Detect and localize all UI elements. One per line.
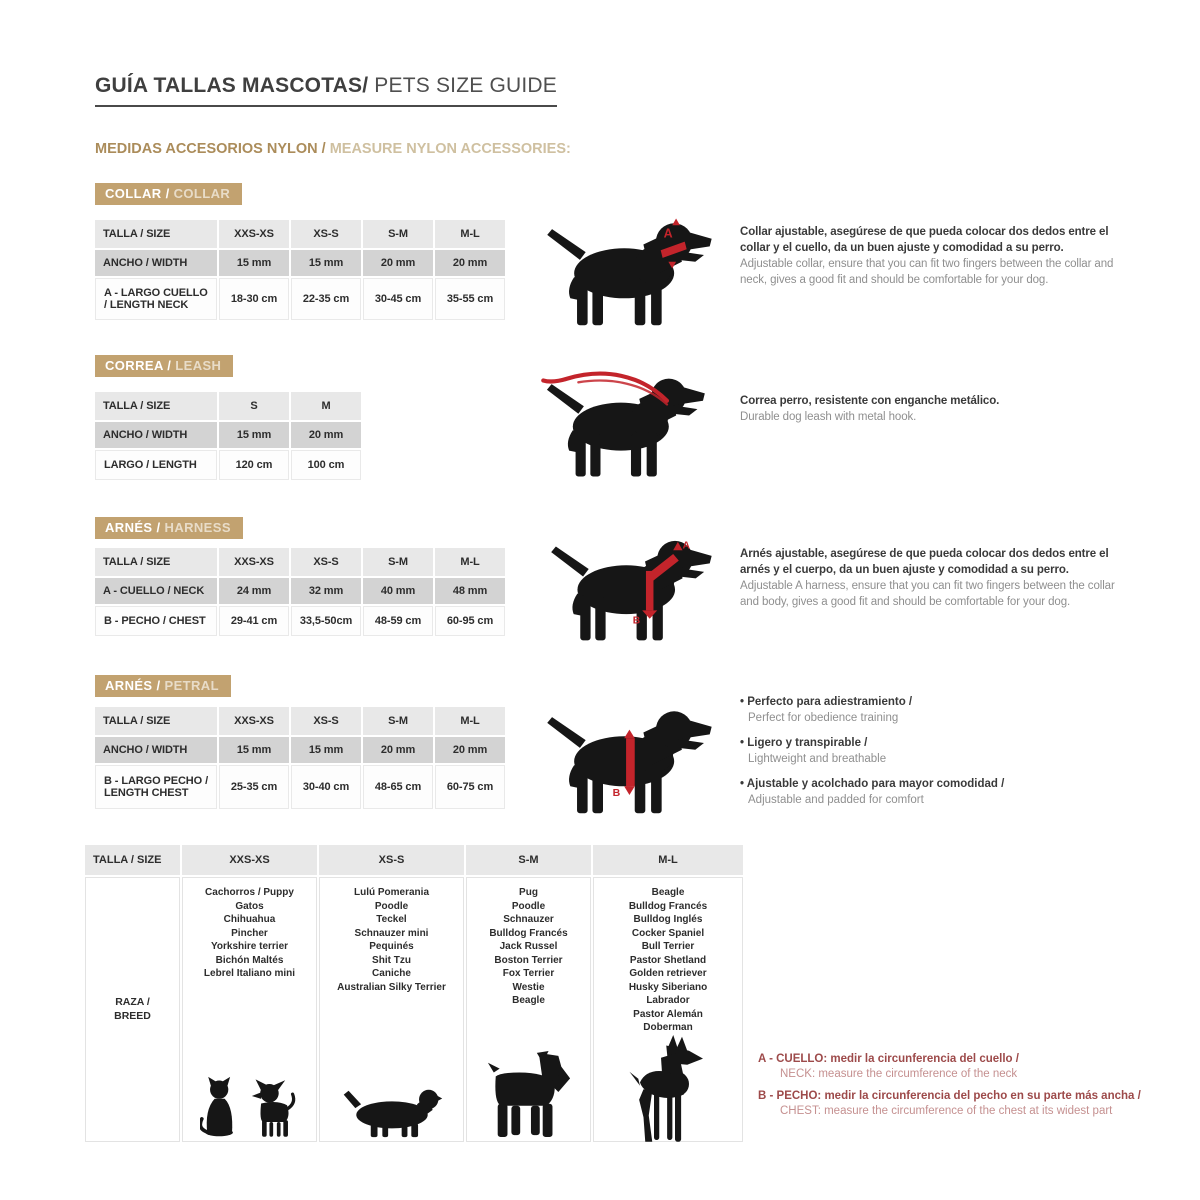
petral-badge-en: PETRAL	[164, 678, 219, 693]
table-cell: 48 mm	[435, 578, 505, 604]
leash-badge-en: LEASH	[175, 358, 222, 373]
page-subtitle	[95, 141, 571, 157]
note-a-en: NECK: measure the circumference of the neck	[780, 1068, 1018, 1080]
breed-item: Schnauzer mini	[354, 927, 429, 939]
harness-size-table	[95, 548, 505, 636]
breed-item: Pastor Shetland	[629, 954, 707, 966]
breed-cell-xxs-xs	[182, 877, 317, 1142]
table-cell: 35-55 cm	[435, 278, 505, 320]
table-header-cell: XS-S	[291, 548, 361, 576]
note-b-es: B - PECHO: medir la circunferencia del pecho en su parte más ancha /	[758, 1090, 1141, 1102]
table-row-label: A - CUELLO / NECK	[95, 578, 217, 604]
breed-item: Pastor Alemán	[633, 1008, 703, 1020]
table-cell: 30-40 cm	[291, 765, 361, 809]
table-header-cell: M-L	[435, 220, 505, 248]
breed-item: Gatos	[235, 900, 264, 912]
table-cell: 29-41 cm	[219, 606, 289, 636]
leash-description-en: Durable dog leash with metal hook.	[740, 411, 917, 423]
breed-item: Lulú Pomerania	[353, 887, 429, 898]
leash-description	[740, 393, 1135, 425]
table-cell: 100 cm	[291, 450, 361, 480]
table-cell: 60-95 cm	[435, 606, 505, 636]
note-b-en: CHEST: measure the circumference of the chest at its widest part	[780, 1105, 1113, 1117]
harness-badge-es: ARNÉS /	[105, 520, 161, 535]
breed-item: Jack Russel	[499, 941, 558, 952]
breed-list	[489, 886, 567, 1008]
breed-header-cell: XS-S	[319, 845, 464, 875]
leash-section-badge	[95, 355, 233, 377]
leash-badge-es: CORREA /	[105, 358, 172, 373]
note-a-es: A - CUELLO: medir la circunferencia del cuello /	[758, 1053, 1019, 1065]
breed-item: Pug	[519, 887, 538, 898]
schnauzer-silhouette-icon	[485, 1049, 573, 1139]
table-cell: 22-35 cm	[291, 278, 361, 320]
breed-item: Fox Terrier	[502, 968, 555, 979]
breed-item: Chihuahua	[223, 914, 276, 925]
breed-item: Boston Terrier	[494, 954, 563, 966]
table-cell: 40 mm	[363, 578, 433, 604]
page-subtitle-es: MEDIDAS ACCESORIOS NYLON /	[95, 141, 326, 157]
dog-silhouette-leash	[522, 362, 727, 482]
table-cell: 18-30 cm	[219, 278, 289, 320]
collar-size-table	[95, 220, 505, 320]
collar-description-en: Adjustable collar, ensure that you can fit two fingers between the collar and neck, gives a good fit and should be comfortable for your dog.	[740, 258, 1114, 286]
table-header-cell: XXS-XS	[219, 548, 289, 576]
breed-row-label-text: RAZA / BREED	[114, 996, 151, 1022]
harness-badge-en: HARNESS	[164, 520, 231, 535]
table-cell: 25-35 cm	[219, 765, 289, 809]
table-row-label: B - LARGO PECHO / LENGTH CHEST	[95, 765, 217, 809]
petral-bullet-es: • Ajustable y acolchado para mayor comodidad /	[740, 776, 1140, 792]
petral-feature-list	[740, 694, 1140, 817]
leash-size-table	[95, 392, 361, 480]
petral-section-badge	[95, 675, 231, 697]
table-row-label: B - PECHO / CHEST	[95, 606, 217, 636]
collar-section-badge	[95, 183, 242, 205]
breed-item: Westie	[512, 981, 545, 993]
breed-header-cell: XXS-XS	[182, 845, 317, 875]
table-header-cell: S-M	[363, 548, 433, 576]
table-row-label: ANCHO / WIDTH	[95, 250, 217, 276]
breed-item: Bulldog Francés	[489, 927, 568, 939]
petral-marker-b-label: B	[612, 786, 621, 799]
breed-item: Pequinés	[369, 941, 414, 952]
breed-list	[204, 886, 295, 981]
table-row-label: A - LARGO CUELLO / LENGTH NECK	[95, 278, 217, 320]
table-cell: 60-75 cm	[435, 765, 505, 809]
table-row-label: LARGO / LENGTH	[95, 450, 217, 480]
table-header-cell: TALLA / SIZE	[95, 220, 217, 248]
breed-cell-m-l	[593, 877, 743, 1142]
table-cell: 15 mm	[291, 737, 361, 763]
page-title	[95, 74, 557, 107]
table-header-cell: XS-S	[291, 220, 361, 248]
collar-dog-illustration	[528, 206, 728, 331]
collar-badge-es: COLLAR /	[105, 186, 170, 201]
table-cell: 20 mm	[291, 422, 361, 448]
harness-marker-a-label: A	[682, 540, 691, 552]
page-subtitle-en: MEASURE NYLON ACCESSORIES:	[329, 141, 571, 157]
breed-silhouettes	[340, 1083, 444, 1139]
breed-list	[629, 886, 707, 1035]
breed-item: Doberman	[643, 1022, 693, 1033]
breed-item: Poodle	[511, 900, 546, 912]
breed-header-cell: TALLA / SIZE	[85, 845, 180, 875]
dog-silhouette-petral	[528, 694, 728, 819]
table-cell: 15 mm	[219, 250, 289, 276]
table-header-cell: TALLA / SIZE	[95, 707, 217, 735]
breed-item: Poodle	[374, 900, 409, 912]
table-header-cell: XS-S	[291, 707, 361, 735]
petral-size-table	[95, 707, 505, 809]
collar-description	[740, 224, 1135, 288]
harness-section-badge	[95, 517, 243, 539]
harness-dog-illustration	[530, 524, 730, 646]
breed-list	[337, 886, 446, 994]
table-cell: 20 mm	[363, 250, 433, 276]
breed-header-cell: S-M	[466, 845, 591, 875]
table-cell: 48-65 cm	[363, 765, 433, 809]
leash-description-es: Correa perro, resistente con enganche metálico.	[740, 395, 1000, 407]
table-cell: 30-45 cm	[363, 278, 433, 320]
breed-silhouettes	[485, 1049, 573, 1139]
breed-item: Husky Siberiano	[628, 981, 708, 993]
table-cell: 20 mm	[435, 250, 505, 276]
chihuahua-silhouette-icon	[250, 1079, 300, 1139]
table-row-label: ANCHO / WIDTH	[95, 422, 217, 448]
page-title-en: PETS SIZE GUIDE	[374, 74, 557, 97]
harness-description-en: Adjustable A harness, ensure that you can fit two fingers between the collar and body, gives a good fit and should be comfortable for your dog.	[740, 580, 1115, 608]
petral-badge-es: ARNÉS /	[105, 678, 161, 693]
harness-description	[740, 546, 1135, 610]
collar-badge-en: COLLAR	[173, 186, 231, 201]
breed-item: Labrador	[646, 995, 690, 1006]
breed-item: Teckel	[376, 914, 407, 925]
table-cell: 20 mm	[435, 737, 505, 763]
breed-silhouettes	[200, 1075, 300, 1139]
breed-item: Beagle	[651, 887, 685, 898]
table-row-label: ANCHO / WIDTH	[95, 737, 217, 763]
petral-bullet-en: Lightweight and breathable	[748, 753, 887, 765]
petral-bullet-en: Perfect for obedience training	[748, 712, 899, 724]
leash-dog-illustration	[522, 362, 727, 482]
table-header-cell: S-M	[363, 707, 433, 735]
breed-item: Australian Silky Terrier	[337, 981, 446, 993]
table-header-cell: S	[219, 392, 289, 420]
collar-marker-a-label: A	[663, 226, 673, 241]
breed-item: Shit Tzu	[372, 954, 411, 966]
cat-silhouette-icon	[200, 1075, 242, 1139]
breed-item: Yorkshire terrier	[210, 941, 289, 952]
harness-marker-b-label: B	[632, 615, 641, 627]
dog-silhouette-harness	[530, 524, 730, 646]
breed-item: Beagle	[512, 995, 545, 1006]
table-cell: 15 mm	[219, 737, 289, 763]
measurement-notes	[758, 1052, 1178, 1126]
breed-header-cell: M-L	[593, 845, 743, 875]
table-header-cell: TALLA / SIZE	[95, 392, 217, 420]
breed-item: Caniche	[372, 968, 411, 979]
table-header-cell: TALLA / SIZE	[95, 548, 217, 576]
table-header-cell: XXS-XS	[219, 220, 289, 248]
harness-description-es: Arnés ajustable, asegúrese de que pueda colocar dos dedos entre el arnés y el cuerpo, da un buen ajuste y comodidad a su perro.	[740, 548, 1109, 576]
breed-cell-s-m	[466, 877, 591, 1142]
table-header-cell: XXS-XS	[219, 707, 289, 735]
table-cell: 15 mm	[219, 422, 289, 448]
breed-item: Bull Terrier	[641, 941, 695, 952]
table-header-cell: M	[291, 392, 361, 420]
breed-item: Cachorros / Puppy	[205, 887, 294, 898]
table-header-cell: M-L	[435, 548, 505, 576]
breed-table	[85, 845, 743, 1142]
collar-description-es: Collar ajustable, asegúrese de que pueda colocar dos dedos entre el collar y el cuello, da un buen ajuste y comodidad a su perro.	[740, 226, 1109, 254]
breed-cell-xs-s	[319, 877, 464, 1142]
doberman-silhouette-icon	[618, 1035, 718, 1147]
breed-item: Bichón Maltés	[215, 954, 284, 966]
breed-row-label	[85, 877, 180, 1142]
table-header-cell: S-M	[363, 220, 433, 248]
table-cell: 48-59 cm	[363, 606, 433, 636]
table-cell: 120 cm	[219, 450, 289, 480]
petral-bullet-es: • Ligero y transpirable /	[740, 735, 1140, 751]
table-cell: 33,5-50cm	[291, 606, 361, 636]
petral-bullet-es: • Perfecto para adiestramiento /	[740, 694, 1140, 710]
table-cell: 20 mm	[363, 737, 433, 763]
table-cell: 32 mm	[291, 578, 361, 604]
breed-item: Bulldog Francés	[628, 900, 708, 912]
dog-silhouette-collar	[528, 206, 728, 331]
page-title-es: GUÍA TALLAS MASCOTAS/	[95, 74, 369, 97]
table-cell: 24 mm	[219, 578, 289, 604]
breed-item: Cocker Spaniel	[631, 927, 705, 939]
dachshund-silhouette-icon	[340, 1083, 444, 1139]
petral-bullet-en: Adjustable and padded for comfort	[748, 794, 924, 806]
breed-item: Lebrel Italiano mini	[203, 968, 296, 979]
table-header-cell: M-L	[435, 707, 505, 735]
breed-item: Schnauzer	[503, 914, 554, 925]
breed-item: Pincher	[231, 927, 268, 939]
petral-dog-illustration	[528, 694, 728, 819]
breed-item: Golden retriever	[629, 968, 707, 979]
breed-item: Bulldog Inglés	[633, 914, 703, 925]
table-cell: 15 mm	[291, 250, 361, 276]
breed-silhouettes	[618, 1035, 718, 1147]
